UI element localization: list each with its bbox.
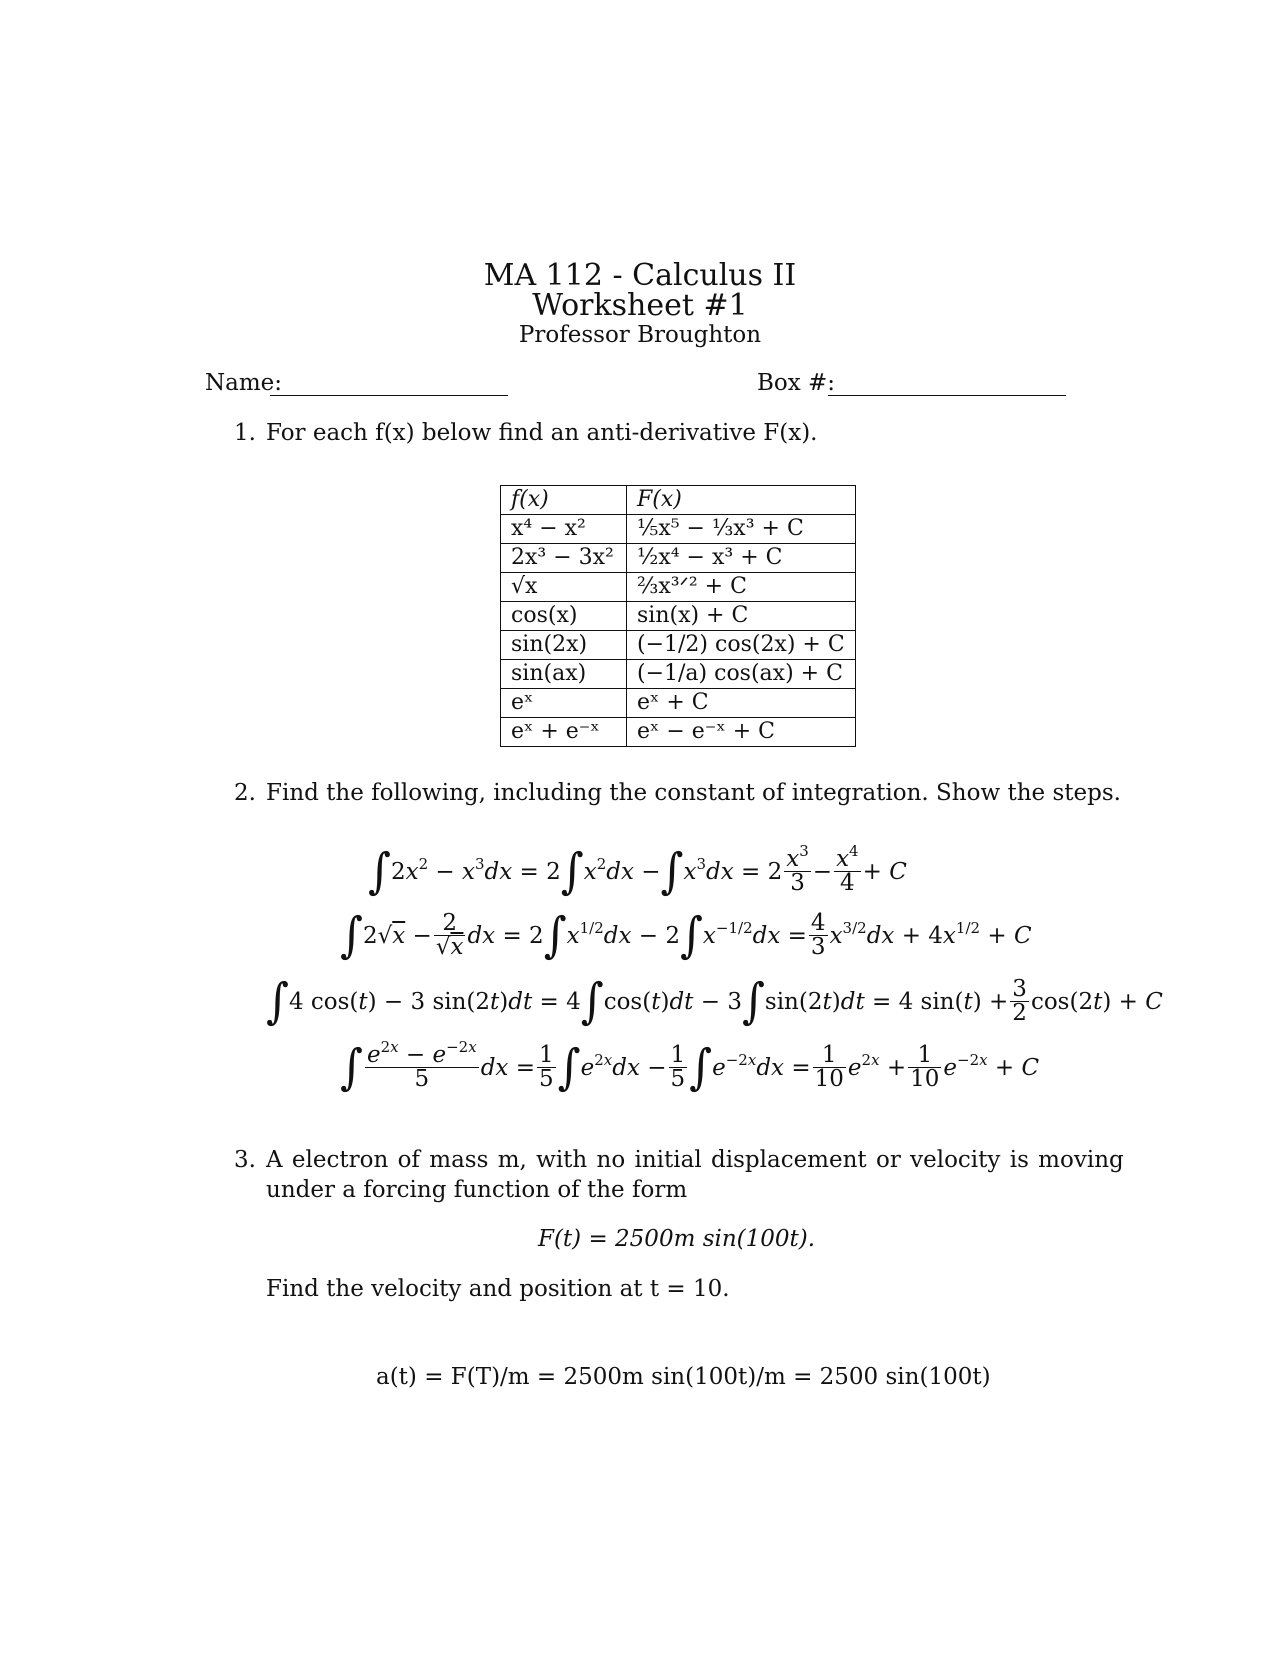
fx-cell: x⁴ − x²: [501, 515, 627, 544]
table-row: [501, 718, 856, 747]
worksheet-title: Worksheet #1: [532, 288, 748, 323]
table-row: [501, 689, 856, 718]
table-header-Fx: F(x): [627, 486, 856, 515]
table-row: [501, 544, 856, 573]
Fx-cell: (−1/a) cos(ax) + C: [627, 660, 856, 689]
name-field-line[interactable]: [270, 395, 508, 396]
Fx-cell: ⅔x³ᐟ² + C: [627, 573, 856, 602]
q2-number: 2.: [234, 780, 256, 806]
box-field-line[interactable]: [828, 395, 1066, 396]
fx-cell: cos(x): [501, 602, 627, 631]
q3-answer: a(t) = F(T)/m = 2500m sin(100t)/m = 2500 sin(100t): [376, 1364, 991, 1390]
q3-formula: F(t) = 2500m sin(100t).: [538, 1226, 816, 1252]
fx-cell: sin(ax): [501, 660, 627, 689]
table-row: [501, 631, 856, 660]
antiderivative-table: [500, 485, 856, 747]
q1-text: For each f(x) below find an anti-derivative F(x).: [266, 420, 818, 446]
Fx-cell: ⅕x⁵ − ⅓x³ + C: [627, 515, 856, 544]
table-row: [501, 573, 856, 602]
table-row: [501, 602, 856, 631]
q2-text: Find the following, including the constant of integration. Show the steps.: [266, 780, 1121, 806]
q1-number: 1.: [234, 420, 256, 446]
table-header-row: [501, 486, 856, 515]
fx-cell: eˣ: [501, 689, 627, 718]
table-row: [501, 515, 856, 544]
table-row: [501, 660, 856, 689]
q3-text-line1: A electron of mass m, with no initial displacement or velocity is moving: [266, 1147, 1124, 1173]
Fx-cell: eˣ − e⁻ˣ + C: [627, 718, 856, 747]
integral-line-2: ∫ 2√x − $\frac{2}{√x}$ dx = 2 ∫ $x^{1/2}dx - 2$ ∫ $x^{-1/2}dx$ = $\frac{4}{3}$ $x^{3/2}dx + 4x^{1/2} + C$: [340, 906, 1032, 963]
Fx-cell: ½x⁴ − x³ + C: [627, 544, 856, 573]
Fx-cell: sin(x) + C: [627, 602, 856, 631]
q3-ask: Find the velocity and position at t = 10.: [266, 1276, 730, 1302]
Fx-cell: (−1/2) cos(2x) + C: [627, 631, 856, 660]
table-header-fx: f(x): [501, 486, 627, 515]
name-label: Name:: [205, 370, 283, 396]
course-title: MA 112 - Calculus II: [483, 258, 797, 293]
fx-cell: √x: [501, 573, 627, 602]
q3-number: 3.: [234, 1147, 256, 1173]
integral-line-3: ∫ 4 cos(t) − 3 sin(2t)dt = 4 ∫ cos(t)dt − 3 ∫ sin(2t)dt = 4 sin(t) + $\frac{3}{2}$ cos(2t) + C: [266, 972, 1163, 1029]
Fx-cell: eˣ + C: [627, 689, 856, 718]
fx-cell: eˣ + e⁻ˣ: [501, 718, 627, 747]
professor-name: Professor Broughton: [518, 322, 762, 348]
integral-line-1: ∫ $2x^2 - x^3dx = 2$ ∫ $x^2dx$ − ∫ $x^3dx = 2$ $x^3$ 3 − $\frac{x^4}{4}$ + C: [368, 842, 907, 899]
box-label: Box #:: [757, 370, 836, 396]
fx-cell: 2x³ − 3x²: [501, 544, 627, 573]
q3-text-line2: under a forcing function of the form: [266, 1177, 688, 1203]
integral-line-4: ∫ $e^{2x} - e^{-2x}$ 5 dx = $\frac{1}{5}$ ∫ $e^{2x}dx$ − $\frac{1}{5}$ ∫ $e^{-2x}dx$ = $\frac{1}{10}$ $e^{2x}$ + $\frac{1}{10}$ $e^{-2x} + C$: [340, 1038, 1040, 1095]
fx-cell: sin(2x): [501, 631, 627, 660]
